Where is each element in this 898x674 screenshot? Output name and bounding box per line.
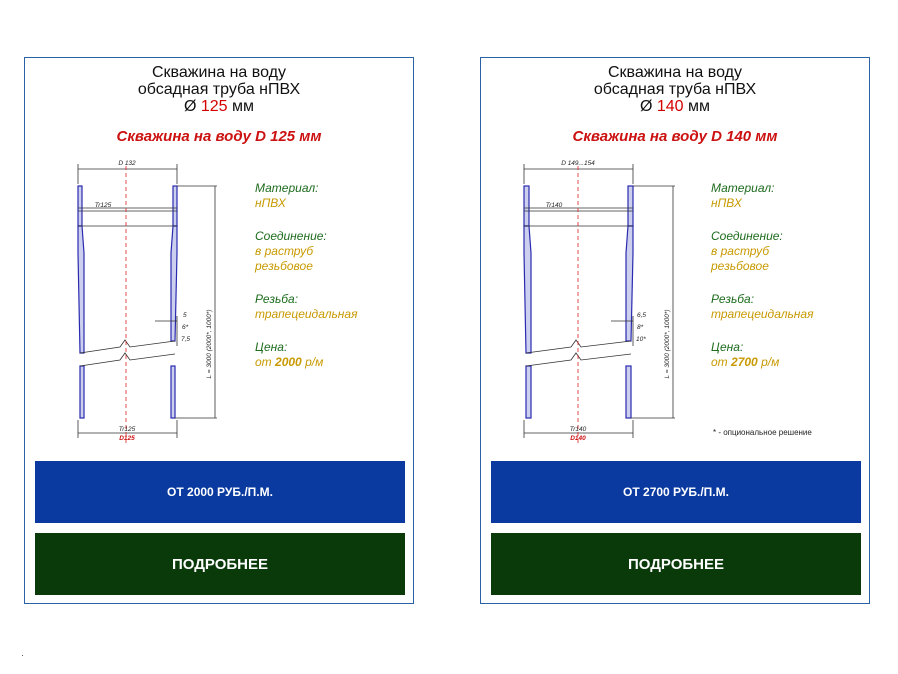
pipe-wall-right-upper bbox=[171, 226, 177, 341]
pipe-wall-right-lower bbox=[171, 366, 175, 418]
wall-dim-a: 5 bbox=[183, 312, 187, 319]
wall-dim-b: 6* bbox=[182, 324, 189, 331]
diameter-symbol: Ø bbox=[639, 98, 653, 115]
heading-line-1: Скважина на воду bbox=[608, 64, 742, 81]
material-label: Материал: bbox=[255, 181, 319, 195]
wall-dim-c: 10* bbox=[636, 336, 646, 343]
top-dim-label: D 149...154 bbox=[561, 160, 595, 167]
connection-label: Соединение: bbox=[711, 229, 783, 243]
thread-label: Резьба: bbox=[255, 292, 299, 306]
red-title: Скважина на воду D 140 мм bbox=[572, 128, 778, 145]
price-prefix: от bbox=[255, 355, 272, 369]
pipe-drawing bbox=[65, 156, 255, 456]
connection-value-2: резьбовое bbox=[711, 259, 769, 273]
price-line bbox=[255, 355, 410, 370]
price-unit: р/м bbox=[761, 355, 780, 369]
wall-dim-c: 7,5 bbox=[181, 336, 191, 343]
bottom-d-label: D125 bbox=[119, 435, 135, 442]
red-title: Скважина на воду D 125 мм bbox=[116, 128, 322, 145]
material-value: нПВХ bbox=[255, 196, 286, 210]
pipe-drawing-svg bbox=[521, 156, 711, 456]
pipe-wall-left-upper bbox=[524, 226, 531, 353]
wall-dim-a: 6,5 bbox=[637, 312, 647, 319]
diameter-unit: мм bbox=[232, 98, 255, 115]
break-line-lower bbox=[80, 353, 175, 366]
price-value: 2000 bbox=[275, 355, 302, 369]
thread-label: Резьба: bbox=[711, 292, 755, 306]
connection-value-2: резьбовое bbox=[255, 259, 313, 273]
top-dim-label: D 132 bbox=[118, 160, 136, 167]
wall-dim-b: 8* bbox=[637, 324, 644, 331]
connection-label: Соединение: bbox=[255, 229, 327, 243]
connection-value-1: в раструб bbox=[711, 244, 770, 258]
pipe-wall-left-lower bbox=[526, 366, 531, 418]
stray-dot bbox=[22, 655, 23, 656]
price-button[interactable]: ОТ 2000 РУБ./П.М. bbox=[35, 461, 405, 523]
pipe-drawing-svg bbox=[65, 156, 255, 456]
optional-note: * - опциональное решение bbox=[713, 428, 812, 437]
diameter-unit: мм bbox=[688, 98, 711, 115]
socket-wall-left bbox=[78, 186, 82, 226]
pipe-wall-left-upper bbox=[78, 226, 84, 353]
connection-value-1: в раструб bbox=[255, 244, 314, 258]
heading-line-2: обсадная труба нПВХ bbox=[137, 81, 301, 98]
more-button[interactable]: ПОДРОБНЕЕ bbox=[35, 533, 405, 595]
thread-value: трапецеидальная bbox=[711, 307, 814, 321]
card-heading bbox=[25, 64, 413, 115]
pipe-wall-right-upper bbox=[626, 226, 633, 341]
price-label: Цена: bbox=[711, 340, 744, 354]
pipe-wall-right-lower bbox=[626, 366, 631, 418]
heading-line-3 bbox=[25, 98, 413, 115]
card-heading bbox=[481, 64, 869, 115]
socket-wall-right bbox=[173, 186, 177, 226]
price-value: 2700 bbox=[731, 355, 758, 369]
heading-line-1: Скважина на воду bbox=[152, 64, 286, 81]
material-label: Материал: bbox=[711, 181, 775, 195]
break-line-lower bbox=[526, 353, 631, 366]
thread-bottom-label: Tr140 bbox=[569, 426, 587, 433]
diameter-value: 140 bbox=[656, 98, 684, 115]
heading-line-3 bbox=[481, 98, 869, 115]
thread-bottom-label: Tr125 bbox=[118, 426, 136, 433]
heading-line-2: обсадная труба нПВХ bbox=[593, 81, 757, 98]
diameter-value: 125 bbox=[200, 98, 228, 115]
break-line-upper bbox=[526, 340, 631, 353]
price-label: Цена: bbox=[255, 340, 288, 354]
material-value: нПВХ bbox=[711, 196, 742, 210]
price-unit: р/м bbox=[305, 355, 324, 369]
length-dim-label: L = 3000 (2000*, 1000*) bbox=[664, 309, 671, 379]
more-button[interactable]: ПОДРОБНЕЕ bbox=[491, 533, 861, 595]
break-line-upper bbox=[80, 340, 175, 353]
pipe-wall-left-lower bbox=[80, 366, 84, 418]
socket-wall-left bbox=[524, 186, 529, 226]
price-line bbox=[711, 355, 866, 370]
thread-top-label: Tr125 bbox=[94, 202, 112, 209]
properties-list bbox=[711, 181, 866, 370]
bottom-d-label: D140 bbox=[570, 435, 586, 442]
length-dim-label: L = 3000 (2000*, 1000*) bbox=[206, 309, 213, 379]
socket-wall-right bbox=[628, 186, 633, 226]
pipe-drawing bbox=[521, 156, 711, 456]
product-card-125 bbox=[24, 57, 414, 604]
thread-value: трапецеидальная bbox=[255, 307, 358, 321]
thread-top-label: Tr140 bbox=[545, 202, 563, 209]
diameter-symbol: Ø bbox=[183, 98, 197, 115]
price-button[interactable]: ОТ 2700 РУБ./П.М. bbox=[491, 461, 861, 523]
product-card-140 bbox=[480, 57, 870, 604]
price-prefix: от bbox=[711, 355, 728, 369]
properties-list bbox=[255, 181, 410, 370]
